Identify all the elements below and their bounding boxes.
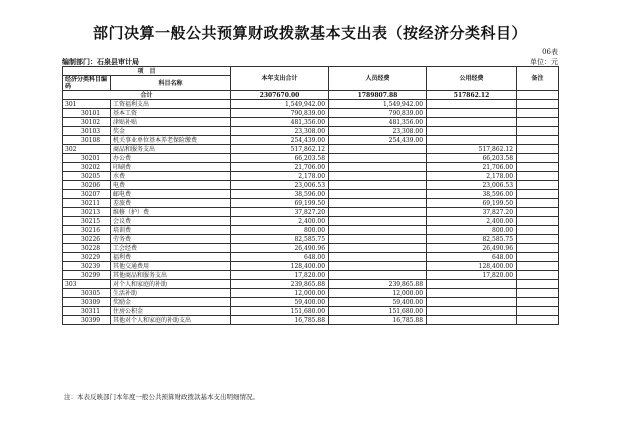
row-code: 30213: [63, 208, 111, 217]
row-remark: [517, 109, 559, 118]
row-total: 254,439.00: [231, 136, 329, 145]
table-row: [63, 271, 559, 280]
row-personnel: 1,549,942.00: [329, 100, 427, 109]
row-remark: [517, 100, 559, 109]
row-name: 劳务费: [111, 235, 231, 244]
row-public: 69,199.50: [427, 199, 517, 208]
row-total: 12,000.00: [231, 289, 329, 298]
row-personnel: 254,439.00: [329, 136, 427, 145]
table-row: [63, 217, 559, 226]
table-row: [63, 226, 559, 235]
table-row: [63, 298, 559, 307]
total-row: [63, 91, 559, 100]
row-total: 26,490.96: [231, 244, 329, 253]
row-total: 38,596.00: [231, 190, 329, 199]
row-remark: [517, 181, 559, 190]
row-name: 福利费: [111, 253, 231, 262]
row-code: 30205: [63, 172, 111, 181]
row-total: 37,827.20: [231, 208, 329, 217]
row-name: 基本工资: [111, 109, 231, 118]
row-remark: [517, 235, 559, 244]
row-name: 机关事业单位基本养老保险缴费: [111, 136, 231, 145]
row-total: 800.00: [231, 226, 329, 235]
row-code: 30108: [63, 136, 111, 145]
row-public: [427, 298, 517, 307]
row-name: 其他对个人和家庭的补助支出: [111, 316, 231, 325]
row-name: 邮电费: [111, 190, 231, 199]
row-personnel: 23,308.00: [329, 127, 427, 136]
total-label: 合计: [63, 91, 231, 100]
row-public: [427, 307, 517, 316]
row-remark: [517, 289, 559, 298]
row-total: 21,706.00: [231, 163, 329, 172]
row-total: 17,820.00: [231, 271, 329, 280]
org-label: 编制部门：石泉县审计局: [62, 57, 139, 66]
table-row: [63, 181, 559, 190]
row-personnel: [329, 244, 427, 253]
row-remark: [517, 136, 559, 145]
header-code: 经济分类科目编码: [63, 76, 111, 91]
row-total: 151,680.00: [231, 307, 329, 316]
row-remark: [517, 307, 559, 316]
row-remark: [517, 154, 559, 163]
total-public: 517862.12: [427, 91, 517, 100]
row-total: 1,549,942.00: [231, 100, 329, 109]
table-row: [63, 109, 559, 118]
row-public: 648.00: [427, 253, 517, 262]
header-total: 本年支出合计: [231, 67, 329, 91]
row-name: 工会经费: [111, 244, 231, 253]
row-total: 128,400.00: [231, 262, 329, 271]
row-public: 38,596.00: [427, 190, 517, 199]
table-row: [63, 172, 559, 181]
row-code: 30215: [63, 217, 111, 226]
row-personnel: [329, 199, 427, 208]
row-name: 水费: [111, 172, 231, 181]
table-row: [63, 145, 559, 154]
header-name: 科目名称: [111, 76, 231, 91]
row-public: [427, 289, 517, 298]
table-row: [63, 235, 559, 244]
row-personnel: [329, 235, 427, 244]
row-public: [427, 280, 517, 289]
table-row: [63, 307, 559, 316]
row-remark: [517, 208, 559, 217]
row-code: 30211: [63, 199, 111, 208]
page-title: 部门决算一般公共预算财政拨款基本支出表（按经济分类科目）: [92, 24, 527, 42]
row-public: 66,203.58: [427, 154, 517, 163]
row-public: 2,400.00: [427, 217, 517, 226]
row-public: 517,862.12: [427, 145, 517, 154]
total-personnel: 1789807.88: [329, 91, 427, 100]
row-name: 工资福利支出: [111, 100, 231, 109]
row-total: 790,839.00: [231, 109, 329, 118]
row-personnel: [329, 172, 427, 181]
row-code: 303: [63, 280, 111, 289]
row-remark: [517, 118, 559, 127]
row-name: 对个人和家庭的补助: [111, 280, 231, 289]
row-code: 30201: [63, 154, 111, 163]
row-code: 30309: [63, 298, 111, 307]
row-name: 会议费: [111, 217, 231, 226]
header-row-1: [63, 67, 559, 76]
row-remark: [517, 172, 559, 181]
row-public: 21,706.00: [427, 163, 517, 172]
row-public: 128,400.00: [427, 262, 517, 271]
row-public: [427, 109, 517, 118]
row-remark: [517, 280, 559, 289]
row-name: 其他商品和服务支出: [111, 271, 231, 280]
row-name: 差旅费: [111, 199, 231, 208]
row-total: 481,356.00: [231, 118, 329, 127]
table-row: [63, 208, 559, 217]
row-personnel: 790,839.00: [329, 109, 427, 118]
row-code: 30239: [63, 262, 111, 271]
row-total: 517,862.12: [231, 145, 329, 154]
table-row: [63, 127, 559, 136]
table-row: [63, 253, 559, 262]
row-remark: [517, 298, 559, 307]
row-remark: [517, 127, 559, 136]
table-row: [63, 190, 559, 199]
row-total: 69,199.50: [231, 199, 329, 208]
row-name: 电费: [111, 181, 231, 190]
row-name: 其他交通费用: [111, 262, 231, 271]
row-name: 维修（护）费: [111, 208, 231, 217]
row-personnel: [329, 208, 427, 217]
row-personnel: [329, 262, 427, 271]
table-row: [63, 163, 559, 172]
row-public: [427, 136, 517, 145]
row-code: 30299: [63, 271, 111, 280]
row-code: 30101: [63, 109, 111, 118]
row-total: 2,178.00: [231, 172, 329, 181]
table-row: [63, 262, 559, 271]
row-total: 23,006.53: [231, 181, 329, 190]
row-public: 82,585.75: [427, 235, 517, 244]
table-row: [63, 154, 559, 163]
row-code: 30206: [63, 181, 111, 190]
row-remark: [517, 199, 559, 208]
row-public: [427, 127, 517, 136]
row-public: 23,006.53: [427, 181, 517, 190]
row-name: 住房公积金: [111, 307, 231, 316]
row-total: 23,308.00: [231, 127, 329, 136]
row-code: 30207: [63, 190, 111, 199]
row-personnel: [329, 163, 427, 172]
row-code: 30216: [63, 226, 111, 235]
header-project: 项 目: [63, 67, 231, 76]
row-name: 印刷费: [111, 163, 231, 172]
header-public: 公用经费: [427, 67, 517, 91]
table-row: [63, 199, 559, 208]
row-public: [427, 316, 517, 325]
row-remark: [517, 145, 559, 154]
total-remark: [517, 91, 559, 100]
row-personnel: 16,785.88: [329, 316, 427, 325]
row-total: 16,785.88: [231, 316, 329, 325]
row-personnel: [329, 271, 427, 280]
row-total: 82,585.75: [231, 235, 329, 244]
row-personnel: 59,400.00: [329, 298, 427, 307]
row-remark: [517, 190, 559, 199]
row-personnel: [329, 217, 427, 226]
row-public: [427, 118, 517, 127]
row-code: 30399: [63, 316, 111, 325]
row-code: 30226: [63, 235, 111, 244]
row-remark: [517, 217, 559, 226]
table-row: [63, 100, 559, 109]
row-code: 30102: [63, 118, 111, 127]
row-name: 商品和服务支出: [111, 145, 231, 154]
row-public: 2,178.00: [427, 172, 517, 181]
expenditure-table: [62, 66, 559, 325]
row-public: 17,820.00: [427, 271, 517, 280]
row-remark: [517, 253, 559, 262]
row-name: 培训费: [111, 226, 231, 235]
form-number: 06表: [542, 48, 558, 56]
row-personnel: [329, 154, 427, 163]
header-personnel: 人员经费: [329, 67, 427, 91]
table-row: [63, 289, 559, 298]
row-personnel: [329, 226, 427, 235]
row-personnel: 239,865.88: [329, 280, 427, 289]
row-total: 2,400.00: [231, 217, 329, 226]
row-code: 30202: [63, 163, 111, 172]
row-name: 奖金: [111, 127, 231, 136]
row-code: 30229: [63, 253, 111, 262]
row-remark: [517, 244, 559, 253]
row-personnel: [329, 190, 427, 199]
row-public: 37,827.20: [427, 208, 517, 217]
row-name: 奖励金: [111, 298, 231, 307]
row-remark: [517, 226, 559, 235]
row-personnel: 151,680.00: [329, 307, 427, 316]
footnote: 注：本表反映部门本年度一般公共预算财政拨款基本支出明细情况。: [64, 393, 259, 401]
row-name: 办公费: [111, 154, 231, 163]
row-personnel: [329, 253, 427, 262]
table-row: [63, 244, 559, 253]
unit-label: 单位：元: [530, 58, 558, 66]
row-public: 26,490.96: [427, 244, 517, 253]
row-public: 800.00: [427, 226, 517, 235]
row-code: 302: [63, 145, 111, 154]
row-personnel: [329, 145, 427, 154]
row-code: 301: [63, 100, 111, 109]
row-code: 30305: [63, 289, 111, 298]
row-code: 30311: [63, 307, 111, 316]
table-row: [63, 118, 559, 127]
total-total: 2307670.00: [231, 91, 329, 100]
row-personnel: 12,000.00: [329, 289, 427, 298]
row-total: 239,865.88: [231, 280, 329, 289]
row-total: 66,203.58: [231, 154, 329, 163]
row-code: 30228: [63, 244, 111, 253]
table-row: [63, 280, 559, 289]
row-remark: [517, 316, 559, 325]
row-personnel: [329, 181, 427, 190]
row-total: 59,400.00: [231, 298, 329, 307]
row-code: 30103: [63, 127, 111, 136]
header-remark: 备注: [517, 67, 559, 91]
row-remark: [517, 262, 559, 271]
row-public: [427, 100, 517, 109]
row-total: 648.00: [231, 253, 329, 262]
row-name: 津贴补贴: [111, 118, 231, 127]
table-row: [63, 136, 559, 145]
row-remark: [517, 163, 559, 172]
table-row: [63, 316, 559, 325]
row-remark: [517, 271, 559, 280]
row-name: 生活补助: [111, 289, 231, 298]
row-personnel: 481,356.00: [329, 118, 427, 127]
